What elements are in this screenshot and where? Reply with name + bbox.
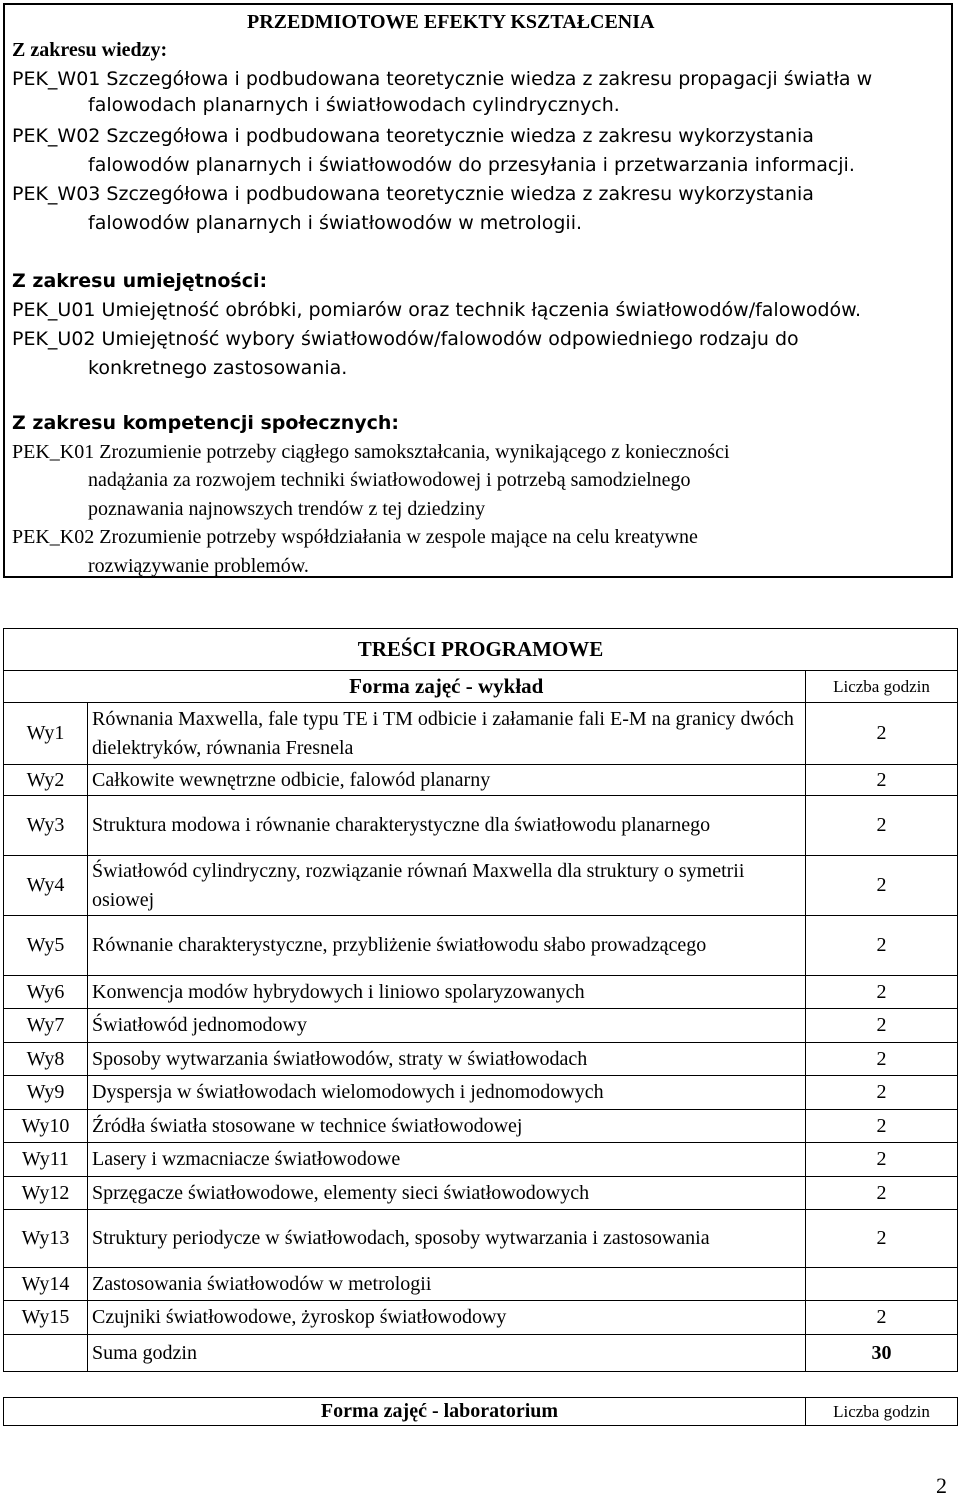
row-hours: 2 <box>806 1076 958 1110</box>
table-row <box>4 1143 958 1177</box>
table-row <box>4 976 958 1009</box>
pek-u01-line1: PEK_U01 Umiejętność obróbki, pomiarów oraz technik łączenia światłowodów/falowodów. <box>12 299 862 321</box>
row-topic: Całkowite wewnętrzne odbicie, falowód planarny <box>88 765 806 796</box>
pek-w02-line1: PEK_W02 Szczegółowa i podbudowana teoretycznie wiedza z zakresu wykorzystania <box>12 125 814 147</box>
row-code: Wy1 <box>4 703 88 765</box>
table-row <box>4 916 958 976</box>
row-hours: 2 <box>806 1043 958 1076</box>
table-row <box>4 1110 958 1143</box>
row-code: Wy14 <box>4 1268 88 1301</box>
row-hours: 2 <box>806 1177 958 1210</box>
row-code: Wy3 <box>4 796 88 856</box>
skills-heading: Z zakresu umiejętności: <box>12 270 268 292</box>
row-hours: 2 <box>806 1143 958 1177</box>
pek-w03-line1: PEK_W03 Szczegółowa i podbudowana teoretycznie wiedza z zakresu wykorzystania <box>12 183 814 205</box>
row-hours: 2 <box>806 1110 958 1143</box>
sum-label: Suma godzin <box>88 1335 806 1372</box>
row-topic: Struktura modowa i równanie charakterystyczne dla światłowodu planarnego <box>88 796 806 856</box>
pek-w02-line2: falowodów planarnych i światłowodów do przesyłania i przetwarzania informacji. <box>88 154 855 176</box>
pek-u02-line1: PEK_U02 Umiejętność wybory światłowodów/falowodów odpowiedniego rodzaju do <box>12 328 799 350</box>
row-code: Wy4 <box>4 856 88 916</box>
pek-k01-line1: PEK_K01 Zrozumienie potrzeby ciągłego samokształcania, wynikającego z konieczności <box>12 441 730 463</box>
row-topic: Lasery i wzmacniacze światłowodowe <box>88 1143 806 1177</box>
program-table-wrap <box>3 628 957 1372</box>
row-code: Wy9 <box>4 1076 88 1110</box>
row-code: Wy5 <box>4 916 88 976</box>
table-row <box>4 1076 958 1110</box>
table-row <box>4 1177 958 1210</box>
row-topic: Sposoby wytwarzania światłowodów, straty w światłowodach <box>88 1043 806 1076</box>
sum-value: 30 <box>806 1335 958 1372</box>
row-code: Wy8 <box>4 1043 88 1076</box>
table-row <box>4 856 958 916</box>
pek-u02-line2: konkretnego zastosowania. <box>88 357 348 379</box>
row-code: Wy6 <box>4 976 88 1009</box>
row-code: Wy7 <box>4 1009 88 1043</box>
pek-k02-line1: PEK_K02 Zrozumienie potrzeby współdziałania w zespole mające na celu kreatywne <box>12 526 698 548</box>
pek-w01-line2: falowodach planarnych i światłowodach cylindrycznych. <box>88 94 620 116</box>
row-hours: 2 <box>806 765 958 796</box>
row-topic: Konwencja modów hybrydowych i liniowo spolaryzowanych <box>88 976 806 1009</box>
header-empty-cell <box>4 671 88 703</box>
row-hours: 2 <box>806 976 958 1009</box>
table-row <box>4 703 958 765</box>
row-hours <box>806 1268 958 1301</box>
lab-table-wrap <box>3 1397 957 1426</box>
row-code: Wy12 <box>4 1177 88 1210</box>
pek-w03-line2: falowodów planarnych i światłowodów w metrologii. <box>88 212 583 234</box>
table-row <box>4 765 958 796</box>
row-hours: 2 <box>806 796 958 856</box>
pek-k02-line2: rozwiązywanie problemów. <box>88 555 309 577</box>
table-row <box>4 1210 958 1268</box>
lab-table <box>3 1397 958 1426</box>
row-hours: 2 <box>806 856 958 916</box>
row-hours: 2 <box>806 916 958 976</box>
row-code: Wy11 <box>4 1143 88 1177</box>
program-title: TREŚCI PROGRAMOWE <box>4 629 958 671</box>
pek-k01-line3: poznawania najnowszych trendów z tej dziedziny <box>88 498 486 520</box>
page-number: 2 <box>936 1473 947 1498</box>
row-topic: Sprzęgacze światłowodowe, elementy sieci światłowodowych <box>88 1177 806 1210</box>
lecture-header: Forma zajęć - wykład <box>88 671 806 703</box>
sum-row <box>4 1335 958 1372</box>
row-topic: Światłowód cylindryczny, rozwiązanie równań Maxwella dla struktury o symetrii osiowej <box>88 856 806 916</box>
social-heading: Z zakresu kompetencji społecznych: <box>12 412 399 434</box>
row-topic: Światłowód jednomodowy <box>88 1009 806 1043</box>
table-row <box>4 1043 958 1076</box>
row-hours: 2 <box>806 1210 958 1268</box>
table-row <box>4 1009 958 1043</box>
program-table <box>3 628 958 1372</box>
row-topic: Struktury periodycze w światłowodach, sposoby wytwarzania i zastosowania <box>88 1210 806 1268</box>
lab-hours-header: Liczba godzin <box>806 1398 958 1426</box>
row-topic: Równanie charakterystyczne, przybliżenie światłowodu słabo prowadzącego <box>88 916 806 976</box>
row-topic: Czujniki światłowodowe, żyroskop światłowodowy <box>88 1301 806 1335</box>
row-hours: 2 <box>806 1301 958 1335</box>
row-topic: Dyspersja w światłowodach wielomodowych i jednomodowych <box>88 1076 806 1110</box>
row-topic: Zastosowania światłowodów w metrologii <box>88 1268 806 1301</box>
row-code: Wy13 <box>4 1210 88 1268</box>
row-topic: Równania Maxwella, fale typu TE i TM odbicie i załamanie fali E-M na granicy dwóch dielektryków, równania Fresnela <box>88 703 806 765</box>
sum-empty-cell <box>4 1335 88 1372</box>
pek-k01-line2: nadążania za rozwojem techniki światłowodowej i potrzebą samodzielnego <box>88 469 691 491</box>
row-code: Wy2 <box>4 765 88 796</box>
table-row <box>4 1268 958 1301</box>
hours-header: Liczba godzin <box>806 671 958 703</box>
row-code: Wy15 <box>4 1301 88 1335</box>
row-hours: 2 <box>806 1009 958 1043</box>
row-code: Wy10 <box>4 1110 88 1143</box>
row-topic: Źródła światła stosowane w technice światłowodowej <box>88 1110 806 1143</box>
pek-w01-line1: PEK_W01 Szczegółowa i podbudowana teoretycznie wiedza z zakresu propagacji światła w <box>12 68 873 90</box>
row-hours: 2 <box>806 703 958 765</box>
table-row <box>4 796 958 856</box>
lab-header: Forma zajęć - laboratorium <box>4 1398 806 1426</box>
table-row <box>4 1301 958 1335</box>
knowledge-heading: Z zakresu wiedzy: <box>12 39 168 61</box>
effects-title: PRZEDMIOTOWE EFEKTY KSZTAŁCENIA <box>247 11 655 33</box>
